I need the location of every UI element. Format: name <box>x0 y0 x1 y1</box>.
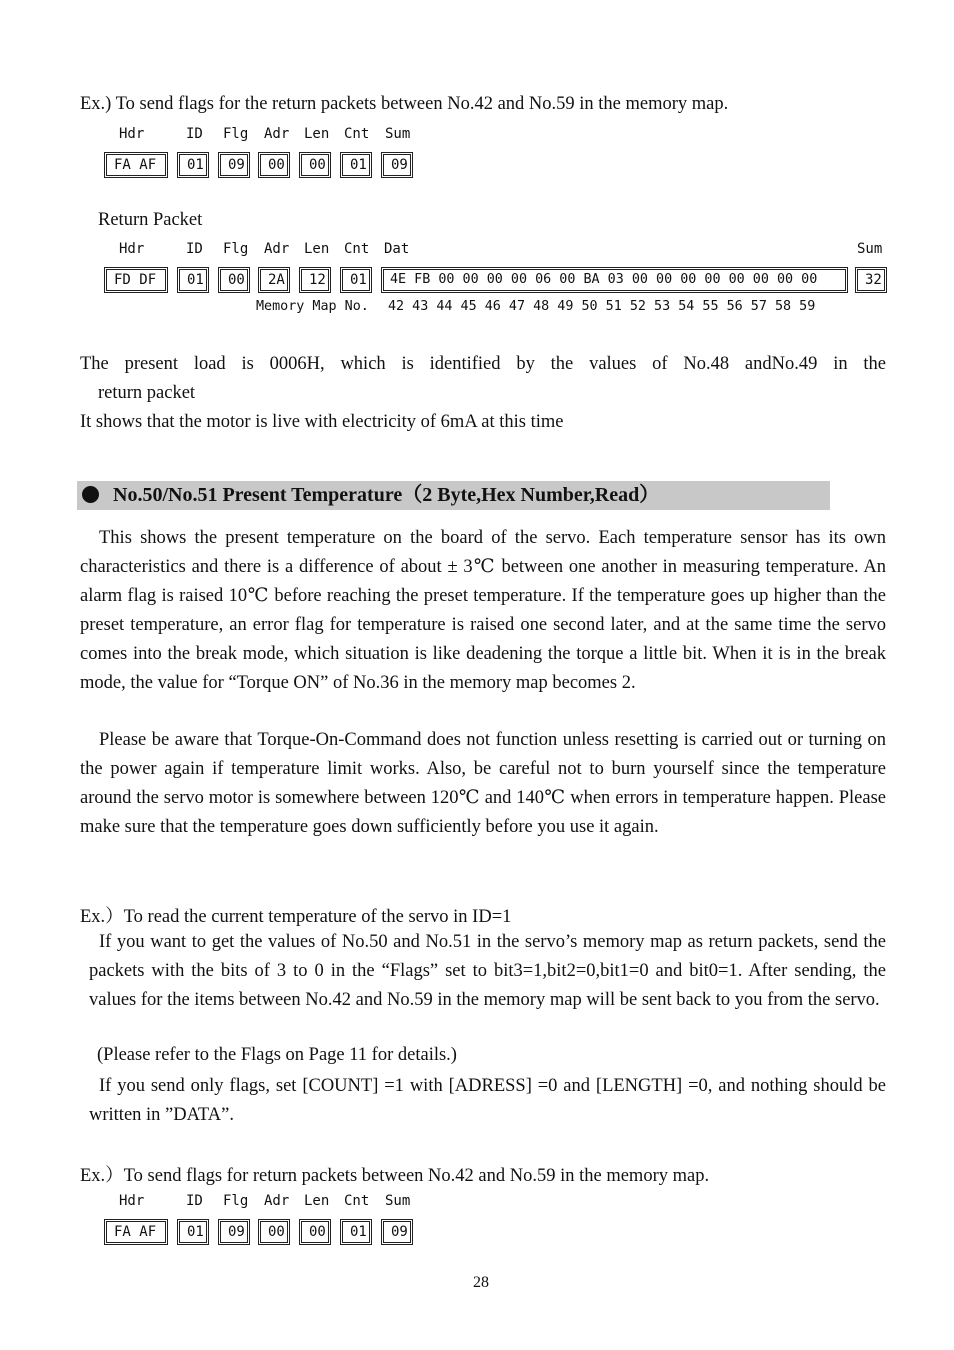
header-len: Len <box>304 241 330 257</box>
header-adr: Adr <box>264 126 290 142</box>
packet-flg-cell: 09 <box>218 152 250 178</box>
header-cnt: Cnt <box>344 1193 370 1209</box>
load-paragraph-line-1: The present load is 0006H, which is identified by the values of No.48 andNo.49 in the <box>80 354 886 374</box>
header-len: Len <box>304 1193 330 1209</box>
example-2-paragraph-2: If you send only flags, set [COUNT] =1 with [ADRESS] =0 and [LENGTH] =0, and nothing should be written in ”DATA”. <box>89 1076 886 1125</box>
example-2-paragraph-1: If you want to get the values of No.50 and No.51 in the servo’s memory map as return packets, send the packets with the bits of 3 to 0 in the “Flags” set to bit3=1,bit2=0,bit1=0 and bit0=1. After sending, the values for the items between No.42 and No.59 in the memory map will be sent back to you from the servo. <box>89 932 886 1010</box>
packet-cnt-cell: 01 <box>340 267 372 293</box>
packet-len-cell: 00 <box>299 152 331 178</box>
packet-cnt-cell: 01 <box>340 152 372 178</box>
packet-adr-cell: 00 <box>258 152 290 178</box>
packet-len-cell: 00 <box>299 1219 331 1245</box>
memory-map-numbers: 42 43 44 45 46 47 48 49 50 51 52 53 54 55 56 57 58 59 <box>388 299 816 314</box>
packet-hdr-cell: FD DF <box>104 267 168 293</box>
bullet-icon <box>82 486 99 503</box>
packet-hdr-cell: FA AF <box>104 1219 168 1245</box>
packet-adr-cell: 00 <box>258 1219 290 1245</box>
packet-data-cell: 4E FB 00 00 00 00 06 00 BA 03 00 00 00 00 00 00 00 00 <box>381 267 848 293</box>
section-heading <box>82 482 659 509</box>
header-id: ID <box>186 241 203 257</box>
header-flg: Flg <box>223 241 249 257</box>
packet-sum-cell: 09 <box>381 1219 413 1245</box>
return-packet-caption: Return Packet <box>98 210 203 230</box>
header-cnt: Cnt <box>344 241 370 257</box>
header-hdr: Hdr <box>119 241 145 257</box>
example-2-caption: Ex.）To read the current temperature of the servo in ID=1 <box>80 907 512 927</box>
header-flg: Flg <box>223 126 249 142</box>
header-id: ID <box>186 126 203 142</box>
packet-cnt-cell: 01 <box>340 1219 372 1245</box>
header-sum: Sum <box>857 241 883 257</box>
header-hdr: Hdr <box>119 1193 145 1209</box>
example-2-note: (Please refer to the Flags on Page 11 for details.) <box>97 1045 457 1065</box>
packet-sum-cell: 09 <box>381 152 413 178</box>
page-number: 28 <box>473 1274 489 1291</box>
packet-id-cell: 01 <box>177 1219 209 1245</box>
section-heading-text: No.50/No.51 Present Temperature（2 Byte,Hex Number,Read） <box>113 484 660 506</box>
packet-hdr-cell: FA AF <box>104 152 168 178</box>
header-id: ID <box>186 1193 203 1209</box>
header-sum: Sum <box>385 1193 411 1209</box>
packet-len-cell: 12 <box>299 267 331 293</box>
header-hdr: Hdr <box>119 126 145 142</box>
packet-flg-cell: 00 <box>218 267 250 293</box>
header-flg: Flg <box>223 1193 249 1209</box>
packet-id-cell: 01 <box>177 267 209 293</box>
load-paragraph-line-2: return packet <box>98 383 196 403</box>
memory-map-label: Memory Map No. <box>256 299 369 314</box>
header-adr: Adr <box>264 1193 290 1209</box>
packet-adr-cell: 2A <box>258 267 290 293</box>
packet-flg-cell: 09 <box>218 1219 250 1245</box>
packet-sum-cell: 32 <box>855 267 887 293</box>
header-cnt: Cnt <box>344 126 370 142</box>
header-sum: Sum <box>385 126 411 142</box>
example-1-caption: Ex.) To send flags for the return packets between No.42 and No.59 in the memory map. <box>80 94 729 114</box>
header-dat: Dat <box>384 241 410 257</box>
temperature-paragraph-1: This shows the present temperature on the board of the servo. Each temperature sensor has its own characteristics and there is a difference of about ± 3℃ between one another in measuring temperature. An alarm flag is raised 10℃ before reaching the preset temperature. If the temperature goes up higher than the preset temperature, an error flag for temperature is raised one second later, and at the same time the servo comes into the break mode, which situation is like deadening the torque a little bit. When it is in the break mode, the value for “Torque ON” of No.36 in the memory map becomes 2. <box>80 528 886 693</box>
example-3-caption: Ex.）To send flags for return packets between No.42 and No.59 in the memory map. <box>80 1166 710 1186</box>
load-paragraph-line-3: It shows that the motor is live with electricity of 6mA at this time <box>80 412 564 432</box>
temperature-paragraph-2: Please be aware that Torque-On-Command does not function unless resetting is carried out or turning on the power again if temperature limit works. Also, be careful not to burn yourself since the temperature around the servo motor is somewhere between 120℃ and 140℃ when errors in temperature happen. Please make sure that the temperature goes down sufficiently before you use it again. <box>80 730 886 837</box>
packet-id-cell: 01 <box>177 152 209 178</box>
header-len: Len <box>304 126 330 142</box>
header-adr: Adr <box>264 241 290 257</box>
